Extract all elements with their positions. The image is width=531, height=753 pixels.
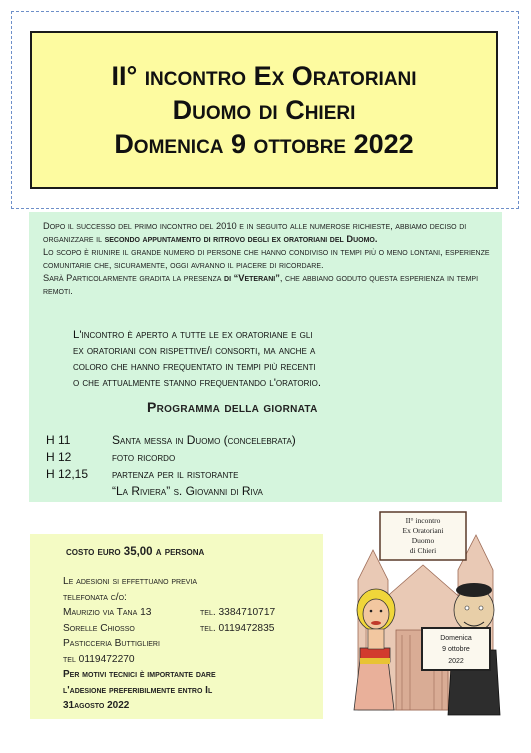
program-time: H 12: [46, 450, 72, 464]
contact-phone: tel. 3384710717: [200, 607, 276, 618]
program-list: [46, 432, 486, 500]
sign-line-3: 2022: [448, 658, 464, 665]
notice-line-3: 31agosto 2022: [63, 700, 130, 711]
title-box: [30, 31, 498, 189]
registration-info: [63, 574, 313, 667]
program-activity: partenza per il ristorante: [112, 467, 239, 481]
contact-name: Sorelle Chiosso: [63, 622, 135, 634]
invite-text: [73, 327, 493, 391]
date-sign: [422, 628, 490, 670]
intro-p3-end: , che abbiano goduto questa esperienza in tempi remoti.: [43, 273, 479, 296]
program-row: [46, 449, 486, 466]
banner-line-1: II° incontro: [405, 516, 441, 525]
registration-line-2: telefonata c/o:: [63, 591, 127, 603]
banner-line-4: di Chieri: [409, 546, 437, 555]
banner-sign: [380, 512, 466, 560]
invite-line-4: o che attualmente stanno frequentando l'oratorio.: [73, 377, 321, 389]
program-row: [46, 432, 486, 449]
program-row: [46, 466, 486, 483]
program-activity: foto ricordo: [112, 450, 176, 464]
program-time: H 12,15: [46, 467, 89, 481]
contact-row: [63, 605, 313, 621]
banner-line-2: Ex Oratoriani: [402, 526, 444, 535]
notice-line-1: Per motivi tecnici è importante dare: [63, 669, 216, 680]
contact-name: Maurizio via Tana 13: [63, 607, 152, 618]
program-time: [46, 483, 112, 500]
sign-line-2: 9 ottobre: [442, 646, 470, 653]
program-activity: “La Riviera” s. Giovanni di Riva: [112, 484, 263, 498]
intro-paragraph-2: Lo scopo è riunire il grande numero di persone che hanno condiviso in tempi più o meno lontani, esperienze comunitarie che, sicuramente, oggi avranno il piacere di ricordare.: [43, 247, 490, 270]
invite-line-2: ex oratoriani con rispettive/i consorti, ma anche a: [73, 345, 316, 357]
woman-figure: [354, 589, 395, 710]
intro-p1-text: Dopo il successo del primo incontro del 2010 e in seguito alle numerose richieste, abbiamo deciso di organizzare il: [43, 221, 467, 244]
sign-line-1: Domenica: [440, 635, 472, 642]
notice-text: [63, 667, 313, 714]
program-title: Programma della giornata: [147, 399, 318, 415]
intro-p3-bold: di “Veterani”: [224, 273, 280, 283]
program-activity: Santa messa in Duomo (concelebrata): [112, 433, 296, 447]
title-line-2: Duomo di Chieri: [172, 95, 356, 125]
invite-line-3: coloro che hanno frequentato in tempi più recenti: [73, 361, 316, 373]
banner-line-3: Duomo: [411, 536, 435, 545]
intro-text: [43, 220, 495, 298]
registration-line-1: Le adesioni si effettuano previa: [63, 576, 198, 587]
shop-phone: tel 0119472270: [63, 653, 135, 665]
intro-paragraph-1: [43, 220, 495, 246]
intro-p1-bold: secondo appuntamento di ritrovo degli ex oratoriani del Duomo.: [104, 234, 378, 244]
event-illustration: [338, 510, 508, 725]
program-row: [46, 483, 486, 500]
program-time: H 11: [46, 433, 71, 447]
cost-label: costo euro 35,00 a persona: [66, 546, 205, 558]
title-line-1: II° incontro Ex Oratoriani: [111, 61, 417, 91]
shop-name: Pasticceria Buttiglieri: [63, 638, 160, 649]
contact-row: [63, 621, 313, 637]
title-line-3: Domenica 9 ottobre 2022: [114, 129, 414, 159]
invite-line-1: L'incontro è aperto a tutte le ex oratoriane e gli: [73, 329, 313, 341]
intro-paragraph-3: [43, 272, 495, 298]
contact-phone: tel. 0119472835: [200, 622, 275, 634]
notice-line-2: l'adesione preferibilmente entro Il: [63, 684, 213, 696]
intro-p3-text: Sarà Particolarmente gradita la presenza: [43, 273, 225, 283]
